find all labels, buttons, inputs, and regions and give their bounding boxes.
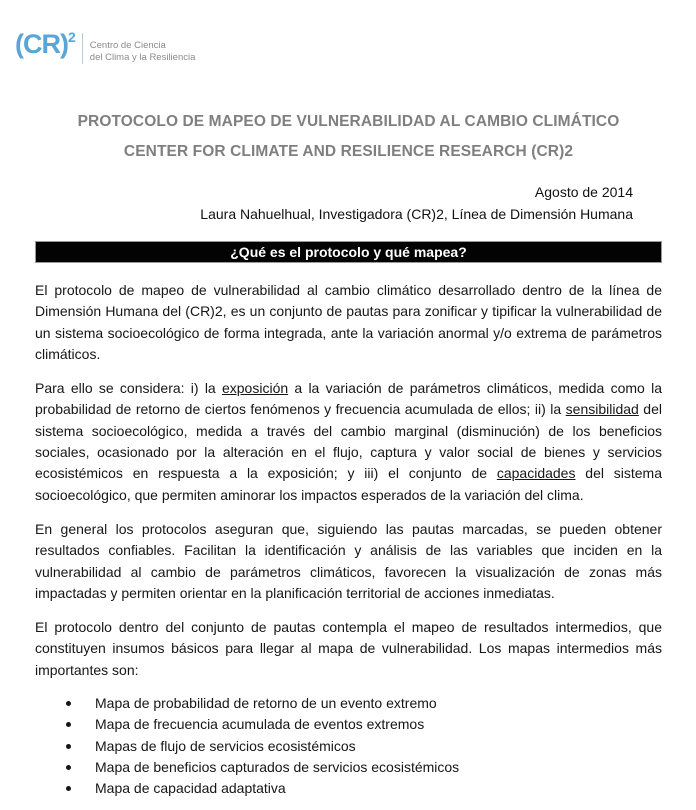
list-item (35, 714, 662, 735)
underlined-term-sensibilidad: sensibilidad (565, 401, 639, 418)
bullet-icon (66, 701, 71, 706)
text-segment: del sistema socioecológico, medida a través del cambio marginal (disminución) de los beneficios sociales, ocasionado por la alteración en el flujo, captura y valor social de bienes y servicios ecosistémicos en respuesta a la exposición; y iii) el conjunto de (35, 401, 662, 482)
list-item-text: Mapa de capacidad adaptativa (95, 780, 286, 797)
document-title-line2: CENTER FOR CLIMATE AND RESILIENCE RESEARCH (CR)2 (123, 143, 574, 160)
logo (0, 0, 696, 73)
section-header-banner (35, 241, 662, 263)
bullet-icon (66, 722, 71, 727)
list-item-text: Mapa de probabilidad de retorno de un evento extremo (95, 695, 437, 712)
document-title (35, 107, 662, 167)
list-item-text: Mapa de beneficios capturados de servicios ecosistémicos (95, 758, 460, 775)
document-title-line1: PROTOCOLO DE MAPEO DE VULNERABILIDAD AL CAMBIO CLIMÁTICO (77, 113, 620, 130)
bullet-icon (66, 765, 71, 770)
list-item-text: Mapas de flujo de servicios ecosistémicos (95, 737, 356, 754)
logo-tagline-line2: del Clima y la Resiliencia (89, 51, 196, 63)
section-header-text: ¿Qué es el protocolo y qué mapea? (230, 244, 467, 260)
list-item (35, 693, 662, 714)
paragraph-components (35, 378, 662, 506)
underlined-term-capacidades: capacidades (496, 465, 576, 482)
list-item (35, 757, 662, 778)
list-item (35, 736, 662, 757)
byline (35, 181, 662, 225)
text-segment: a la variación de parámetros climáticos, medida como la probabilidad de retorno de ciertos fenómenos y frecuencia acumulada de ellos; ii) la (35, 380, 662, 418)
cr2-logo-text: (CR) (15, 29, 68, 59)
underlined-term-exposicion: exposición (221, 380, 289, 397)
document-author: Laura Nahuelhual, Investigadora (CR)2, Línea de Dimensión Humana (200, 206, 633, 222)
bullet-icon (66, 786, 71, 791)
paragraph-intro: El protocolo de mapeo de vulnerabilidad al cambio climático desarrollado dentro de la línea de Dimensión Humana del (CR)2, es un conjunto de pautas para zonificar y tipificar la vulnerabilidad de un sistema socioecológico de forma integrada, ante la variación anormal y/o extrema de parámetros climáticos. (35, 282, 662, 362)
paragraph-benefits: En general los protocolos aseguran que, siguiendo las pautas marcadas, se pueden obtener resultados confiables. Facilitan la identificación y análisis de las variables que inciden en la vulnerabilidad al cambio de parámetros climáticos, favorecen la visualización de zonas más impactadas y permiten orientar en la planificación territorial de acciones inmediatas. (35, 520, 662, 601)
text-segment: Para ello se considera: i) la (35, 380, 222, 397)
text-segment: del sistema socioecológico, que permiten aminorar los impactos esperados de la variación del clima. (35, 465, 662, 503)
list-item-text: Mapa de frecuencia acumulada de eventos extremos (95, 716, 425, 733)
document-date: Agosto de 2014 (534, 184, 633, 200)
list-item (35, 778, 662, 799)
paragraph-intermediate-maps: El protocolo dentro del conjunto de pautas contempla el mapeo de resultados intermedios, que constituyen insumos básicos para llegar al mapa de vulnerabilidad. Los mapas intermedios más importantes son: (35, 619, 662, 678)
bullet-icon (66, 744, 71, 749)
cr2-logo (15, 31, 76, 58)
logo-tagline (90, 31, 196, 63)
logo-tagline-line1: Centro de Ciencia (89, 40, 166, 51)
cr2-logo-superscript: 2 (67, 29, 76, 45)
intermediate-maps-list (35, 693, 662, 799)
logo-divider (82, 33, 83, 64)
